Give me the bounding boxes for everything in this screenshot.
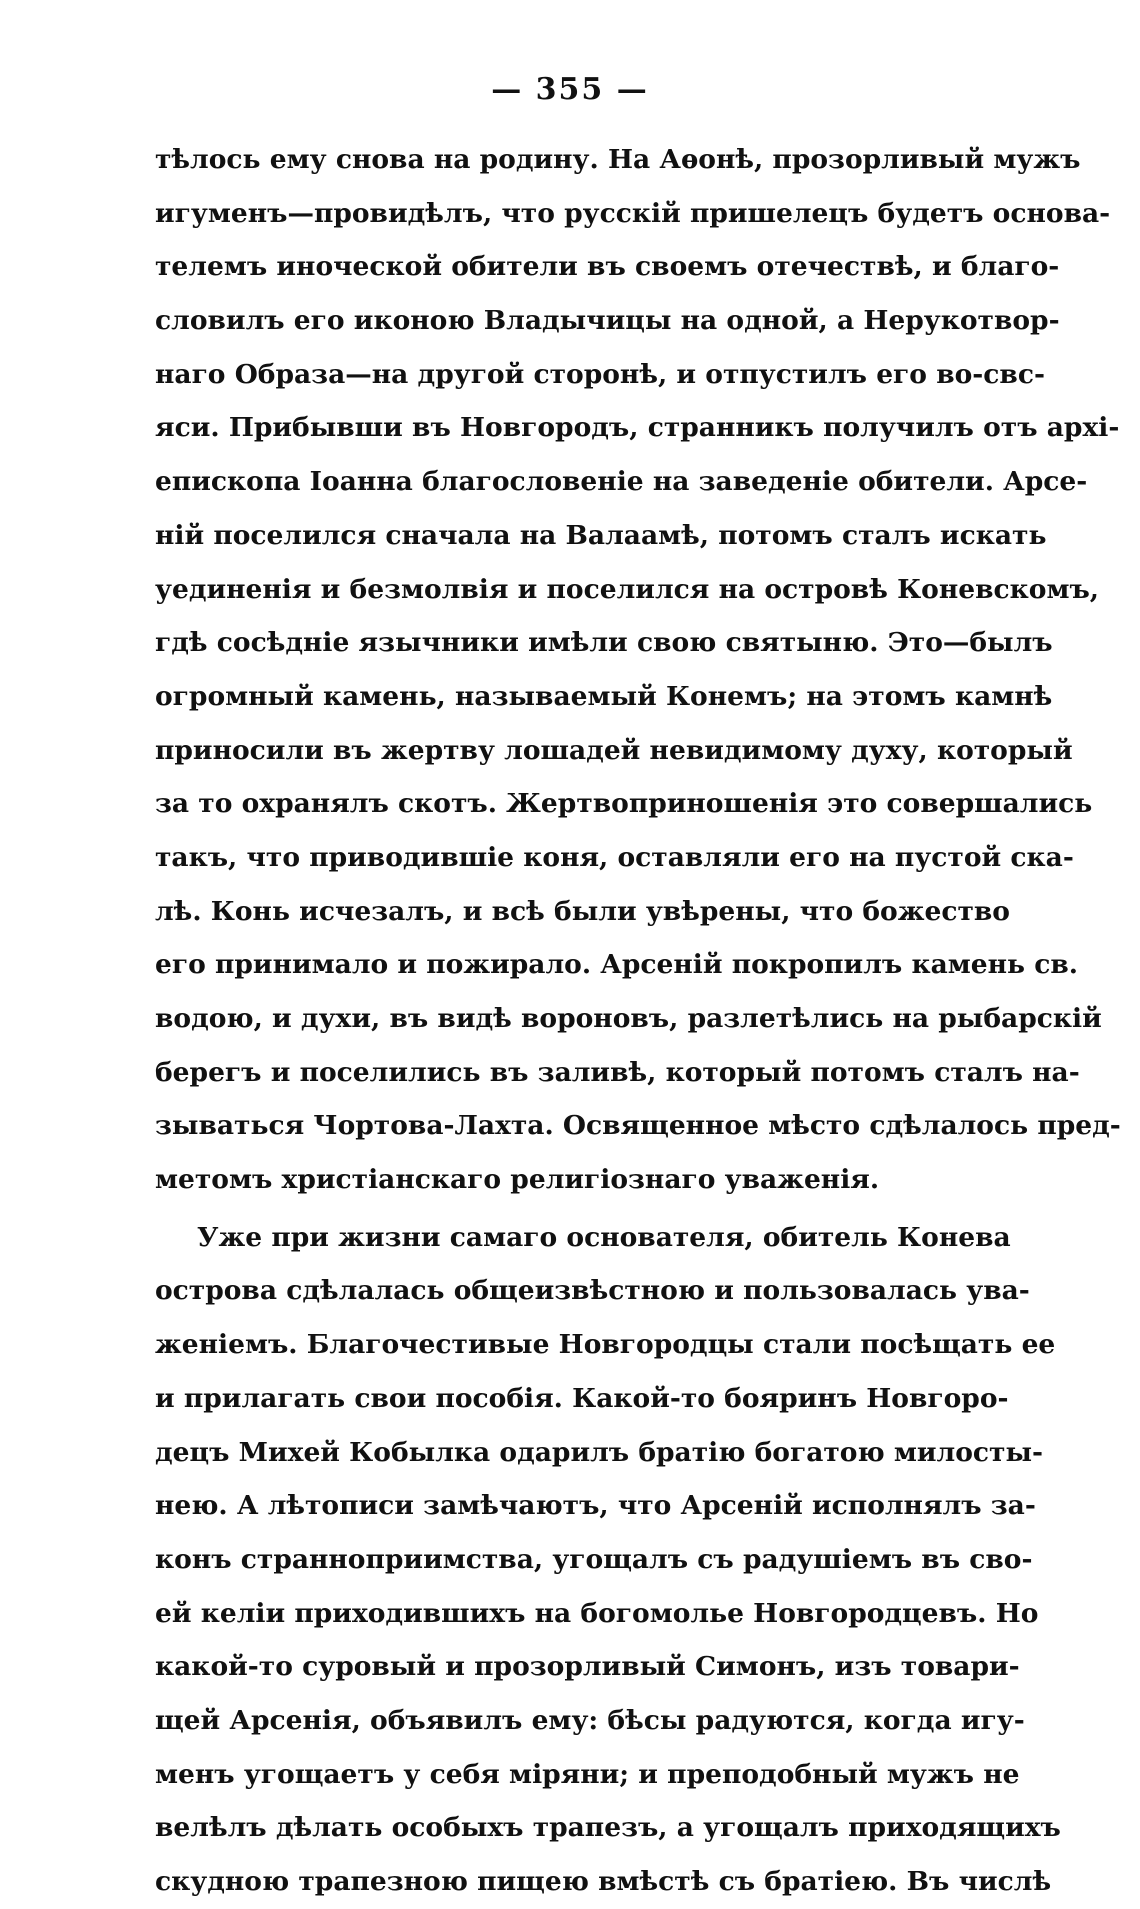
paragraph [155,133,1121,1207]
text-line: наго Образа—на другой сторонѣ, и отпустилъ его во-свс- [155,358,1045,390]
text-line: такъ, что приводившіе коня, оставляли его на пустой ска- [155,841,1074,873]
text-line: игуменъ—провидѣлъ, что русскій пришелецъ будетъ основа- [155,197,1111,229]
paragraph [155,1211,1061,1909]
text-line: щей Арсенія, объявилъ ему: бѣсы радуются, когда игу- [155,1704,1025,1736]
text-line: приносили въ жертву лошадей невидимому духу, который [155,734,1073,766]
text-line: зываться Чортова-Лахта. Освященное мѣсто сдѣлалось пред- [155,1110,1121,1142]
text-line: Уже при жизни самаго основателя, обитель Конева [197,1221,1011,1253]
page-number: — 355 — [491,72,649,107]
text-line: за то охранялъ скотъ. Жертвоприношенія это совершались [155,788,1093,820]
text-line: ей келіи приходившихъ на богомолье Новгородцевъ. Но [155,1597,1039,1629]
text-line: метомъ христіанскаго религіознаго уваженія. [155,1164,880,1196]
text-line: какой-то суровый и прозорливый Симонъ, изъ товари- [155,1651,1020,1683]
text-line: скудною трапезною пищею вмѣстѣ съ братіею. Въ числѣ [155,1866,1052,1897]
text-line: конъ странноприимства, угощалъ съ радушіемъ въ сво- [155,1543,1033,1575]
text-line: огромный камень, называемый Конемъ; на этомъ камнѣ [155,680,1053,712]
text-line: ній поселился сначала на Валаамѣ, потомъ сталъ искать [155,519,1047,551]
text-line: велѣлъ дѣлать особыхъ трапезъ, а угощалъ приходящихъ [155,1812,1061,1844]
text-line: водою, и духи, въ видѣ вороновъ, разлетѣлись на рыбарскій [155,1003,1102,1034]
text-line: гдѣ сосѣдніе язычники имѣли свою святыню. Это—былъ [155,627,1053,659]
text-line: менъ угощаетъ у себя міряни; и преподобный мужъ не [155,1758,1020,1790]
text-line: яси. Прибывши въ Новгородъ, странникъ получилъ отъ архі- [155,412,1120,444]
text-line: его принимало и пожирало. Арсеній покропилъ камень св. [155,949,1079,981]
text-line: словилъ его иконою Владычицы на одной, а Нерукотвор- [155,305,1060,337]
text-line: епископа Іоанна благословеніе на заведеніе обители. Арсе- [155,466,1088,498]
text-line: уединенія и безмолвія и поселился на островѣ Коневскомъ, [155,573,1100,605]
text-line: берегъ и поселились въ заливѣ, который потомъ сталъ на- [155,1056,1080,1088]
text-line: лѣ. Конь исчезалъ, и всѣ были увѣрены, что божество [155,895,1010,927]
text-line: нею. А лѣтописи замѣчаютъ, что Арсеній исполнялъ за- [155,1490,1036,1522]
text-line: женіемъ. Благочестивые Новгородцы стали посѣщать ее [155,1329,1056,1361]
body-text [155,133,1121,1909]
text-line: тѣлось ему снова на родину. На Аѳонѣ, прозорливый мужъ [155,144,1081,175]
text-line: телемъ иноческой обители въ своемъ отечествѣ, и благо- [155,251,1060,283]
text-line: острова сдѣлалась общеизвѣстною и пользовалась ува- [155,1275,1030,1307]
text-line: децъ Михей Кобылка одарилъ братію богатою милосты- [155,1436,1044,1468]
text-line: и прилагать свои пособія. Какой-то бояринъ Новгоро- [155,1382,1009,1414]
